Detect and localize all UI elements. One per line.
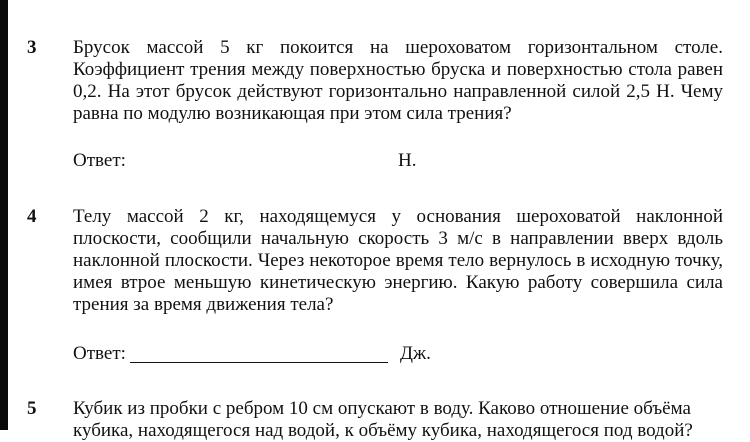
problem-number: 3: [27, 37, 37, 58]
answer-unit: Н.: [398, 150, 417, 171]
problem-text: Брусок массой 5 кг покоится на шероховатом горизонтальном столе. Коэффициент трения между поверхностью бруска и поверхностью стола равен 0,2. На этот брусок действуют горизонтально направленной силой 2,5 Н. Чему равна по модулю возникающая при этом сила трения?: [73, 37, 723, 124]
page-edge-shadow: [0, 0, 8, 430]
answer-label: Ответ:: [73, 150, 126, 171]
answer-row: [73, 150, 723, 174]
problem-text: Кубик из пробки с ребром 10 см опускают в воду. Каково отношение объёма: [73, 398, 691, 419]
problem-number: 5: [27, 398, 37, 419]
answer-blank-line[interactable]: [130, 362, 388, 363]
problem-number: 4: [27, 206, 37, 227]
problem-text-cutoff: кубика, находящегося над водой, к объёму кубика, находящегося под водой?: [73, 420, 693, 441]
problem-text: Телу массой 2 кг, находящемуся у основания шероховатой наклонной плоскости, сообщили начальную скорость 3 м/с в направлении вверх вдоль наклонной плоскости. Через некоторое время тело вернулось в исходную точку, имея втрое меньшую кинетическую энергию. Какую работу совершила сила трения за время движения тела?: [73, 206, 723, 315]
answer-row: [73, 343, 723, 367]
answer-unit: Дж.: [400, 343, 431, 364]
answer-label: Ответ:: [73, 343, 126, 364]
